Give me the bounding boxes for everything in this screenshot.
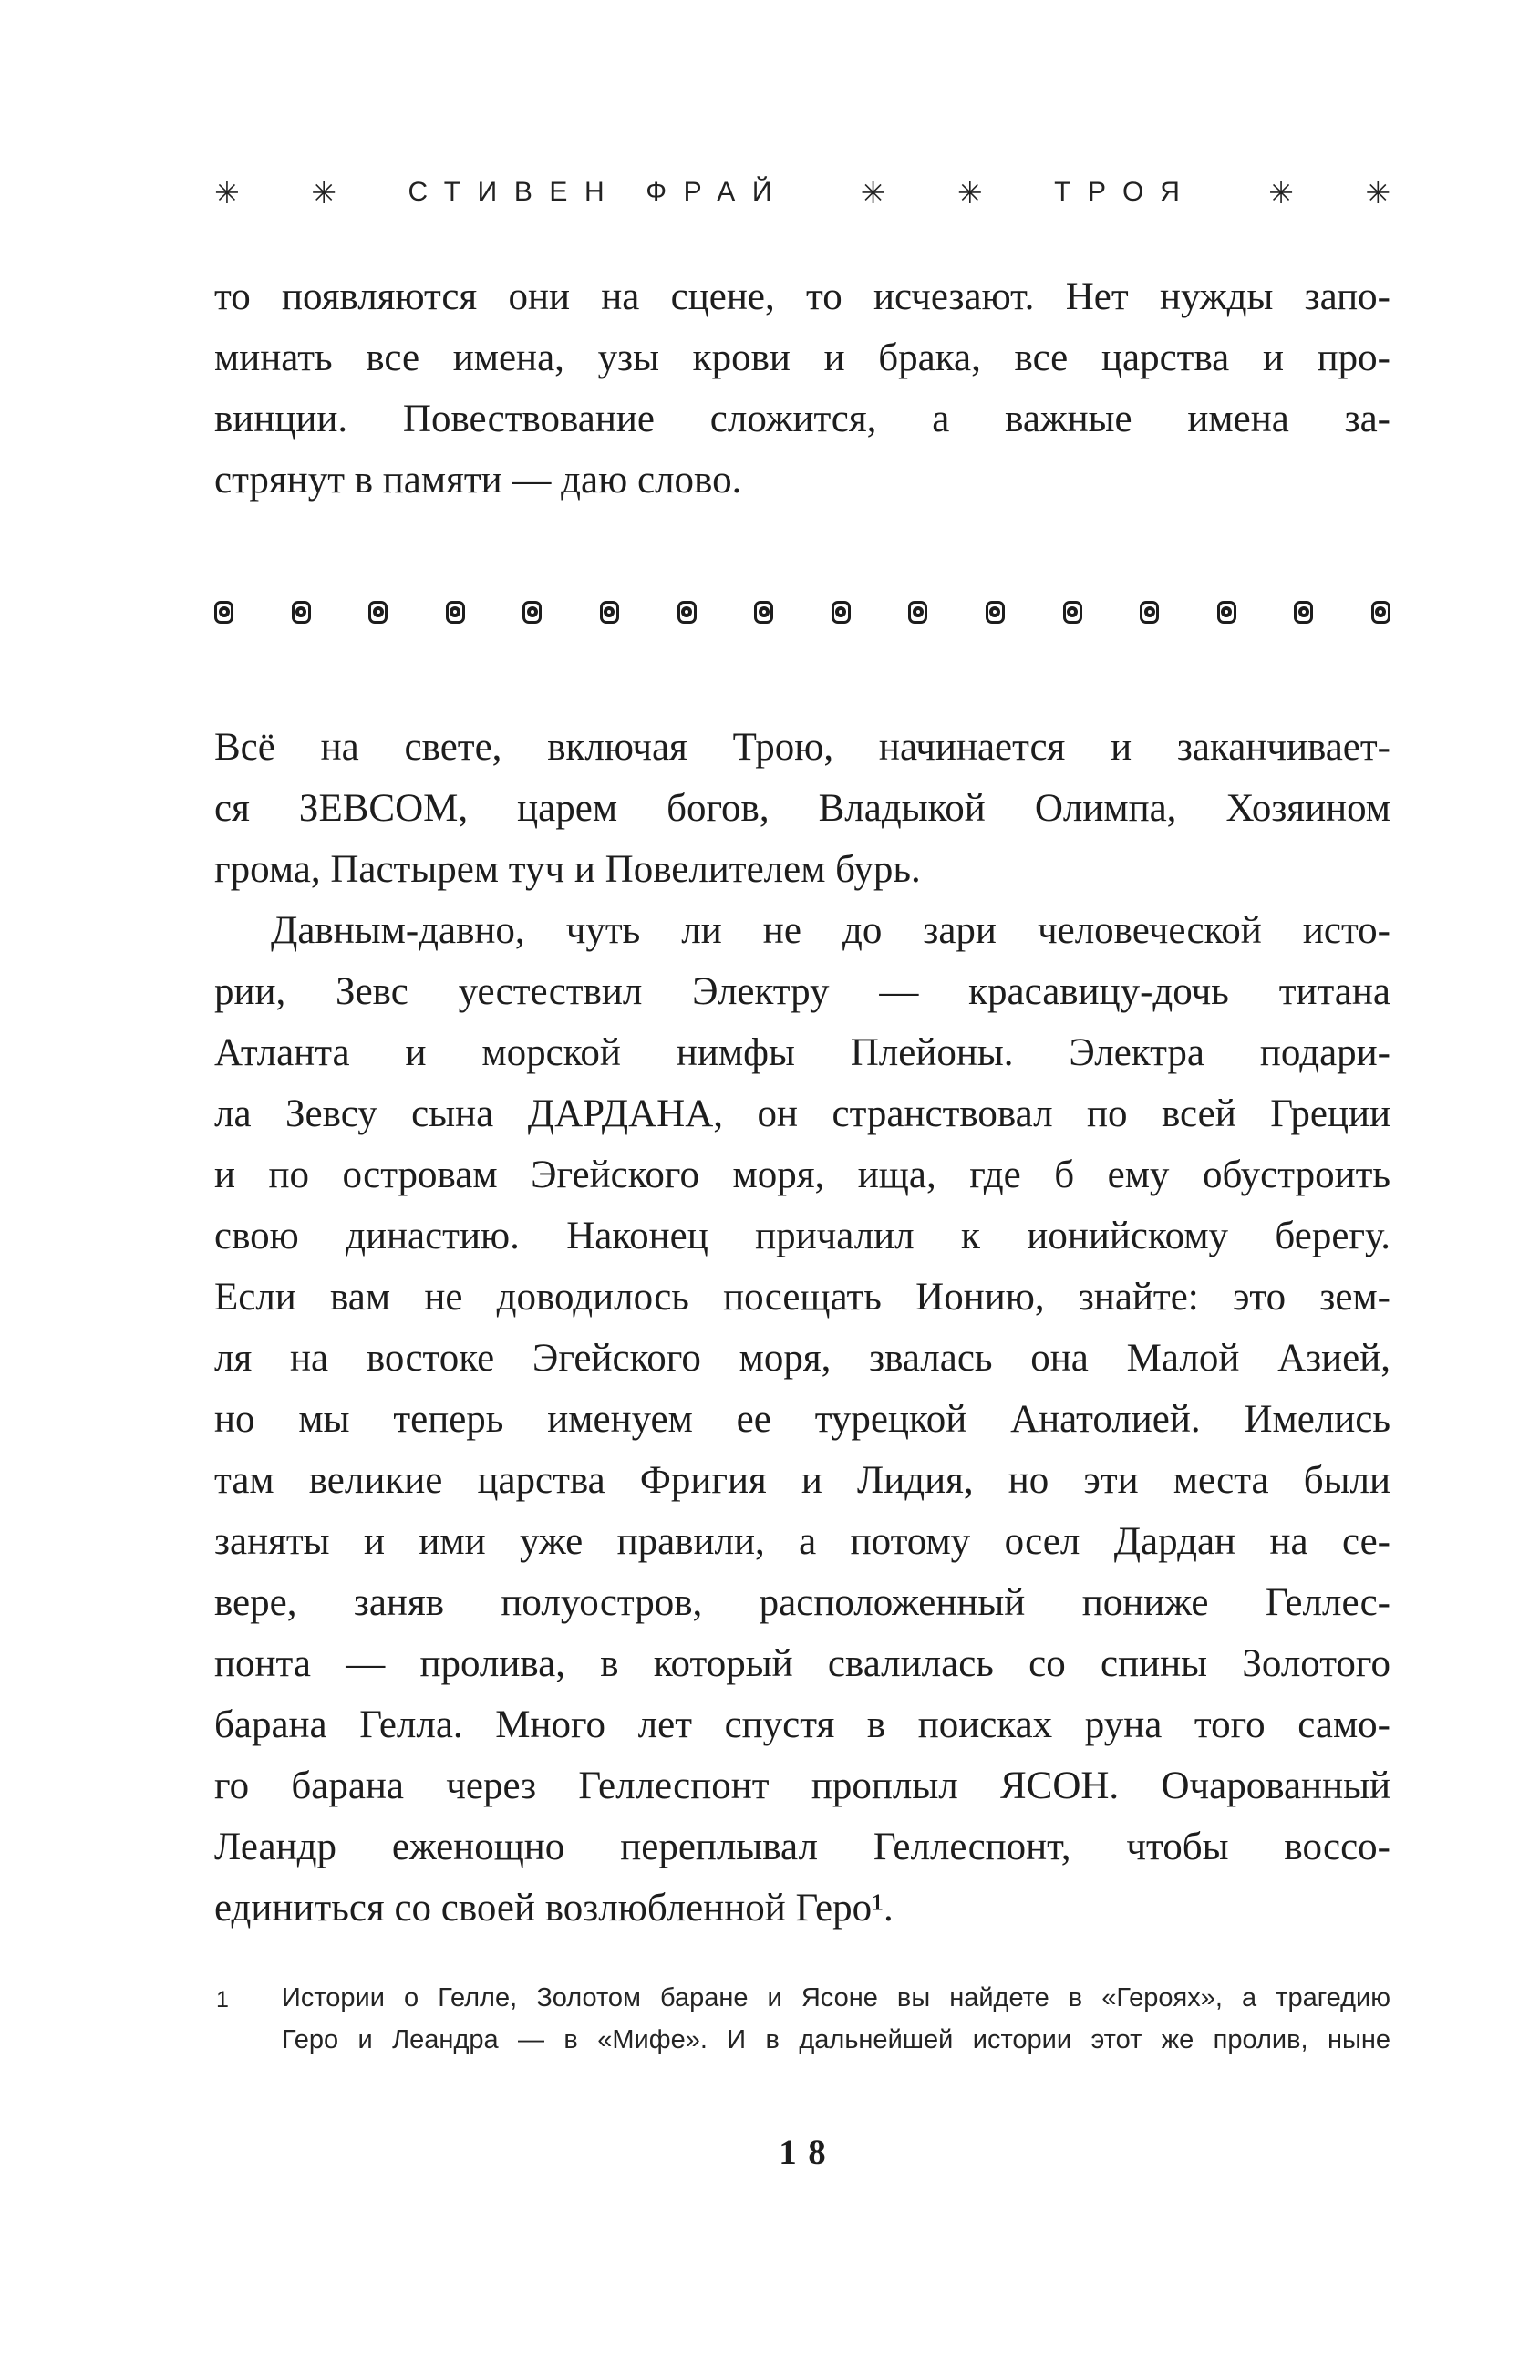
text-line: Всё на свете, включая Трою, начинается и заканчивает- <box>214 726 1390 769</box>
bullseye-ornament-icon <box>677 601 697 624</box>
ornament-ring <box>219 606 230 617</box>
text-line: ла Зевсу сына ДАРДАНА, он странствовал по всей Греции <box>214 1092 1390 1135</box>
bullseye-ornament-icon <box>754 601 773 624</box>
text-line: заняты и ими уже правили, а потому осел Дардан на се- <box>214 1520 1390 1563</box>
ornament-ring <box>373 606 384 617</box>
asterisk-ornament-icon: ✳ <box>311 174 336 211</box>
bullseye-ornament-icon <box>1294 601 1313 624</box>
text-line: Давным-давно, чуть ли не до зари человеческой исто- <box>271 909 1390 952</box>
text-line: свою династию. Наконец причалил к ионийскому берегу. <box>214 1215 1390 1257</box>
text-line: Леандр еженощно переплывал Геллеспонт, чтобы воссо- <box>214 1826 1390 1868</box>
text-line: вере, заняв полуостров, расположенный пониже Геллес- <box>214 1581 1390 1624</box>
ornament-ring <box>1067 606 1078 617</box>
bullseye-ornament-icon <box>908 601 927 624</box>
bullseye-ornament-icon <box>214 601 233 624</box>
bullseye-ornament-icon <box>600 601 619 624</box>
footnote-line: Геро и Леандра — в «Мифе». И в дальнейшей истории этот же пролив, ныне <box>282 2025 1390 2054</box>
text-line: грома, Пастырем туч и Повелителем бурь. <box>214 848 921 891</box>
ornament-ring <box>1375 606 1386 617</box>
text-line: но мы теперь именуем ее турецкой Анатолией. Имелись <box>214 1398 1390 1441</box>
bullseye-ornament-icon <box>446 601 465 624</box>
text-line: ся ЗЕВСОМ, царем богов, Владыкой Олимпа, Хозяином <box>214 787 1390 830</box>
ornament-ring <box>759 606 770 617</box>
text-line: стрянут в памяти — даю слово. <box>214 459 742 502</box>
paragraph <box>214 266 1390 511</box>
ornament-ring <box>1298 606 1309 617</box>
asterisk-ornament-icon: ✳ <box>1365 174 1390 211</box>
bullseye-ornament-icon <box>522 601 542 624</box>
ornament-ring <box>450 606 460 617</box>
asterisk-ornament-icon: ✳ <box>1268 174 1294 211</box>
header-author: СТИВЕН ФРАЙ <box>408 177 790 207</box>
text-line: минать все имена, узы крови и брака, все царства и про- <box>214 336 1390 379</box>
bullseye-ornament-icon <box>1371 601 1390 624</box>
running-header <box>214 171 1390 213</box>
page-number: 18 <box>779 2133 838 2172</box>
ornament-ring <box>1221 606 1232 617</box>
paragraph <box>214 717 1390 900</box>
bullseye-ornament-icon <box>832 601 851 624</box>
ornament-ring <box>835 606 846 617</box>
text-line: винции. Повествование сложится, а важные имена за- <box>214 398 1390 440</box>
header-book-title: ТРОЯ <box>1054 177 1197 207</box>
ornament-ring <box>913 606 924 617</box>
paragraph <box>214 900 1390 1939</box>
ornament-ring <box>604 606 615 617</box>
footnote <box>214 1977 1390 2061</box>
ornament-ring <box>681 606 692 617</box>
bullseye-ornament-icon <box>986 601 1005 624</box>
text-line: единиться со своей возлюбленной Геро¹. <box>214 1887 894 1930</box>
text-line: Атланта и морской нимфы Плейоны. Электра подари- <box>214 1031 1390 1074</box>
text-line: барана Гелла. Много лет спустя в поисках руна того само- <box>214 1703 1390 1746</box>
body-text-column <box>214 266 1390 1939</box>
asterisk-ornament-icon: ✳ <box>860 174 886 211</box>
text-line: Если вам не доводилось посещать Ионию, знайте: это зем- <box>214 1276 1390 1319</box>
text-line: там великие царства Фригия и Лидия, но эти места были <box>214 1459 1390 1502</box>
footnote-marker: 1 <box>216 1987 229 2013</box>
ornament-ring <box>295 606 306 617</box>
bullseye-ornament-icon <box>368 601 388 624</box>
text-line: го барана через Геллеспонт проплыл ЯСОН. Очарованный <box>214 1764 1390 1807</box>
text-line: понта — пролива, в который свалилась со спины Золотого <box>214 1642 1390 1685</box>
ornament-divider <box>214 598 1390 626</box>
bullseye-ornament-icon <box>292 601 311 624</box>
text-line: то появляются они на сцене, то исчезают. Нет нужды запо- <box>214 275 1390 318</box>
text-line: ля на востоке Эгейского моря, звалась она Малой Азией, <box>214 1337 1390 1380</box>
ornament-ring <box>1144 606 1155 617</box>
asterisk-ornament-icon: ✳ <box>956 174 983 211</box>
text-line: рии, Зевс уестествил Электру — красавицу-дочь титана <box>214 970 1390 1013</box>
text-line: и по островам Эгейского моря, ища, где б ему обустроить <box>214 1154 1390 1196</box>
ornament-ring <box>527 606 538 617</box>
footnote-line: Истории о Гелле, Золотом баране и Ясоне вы найдете в «Героях», а трагедию <box>282 1983 1390 2013</box>
bullseye-ornament-icon <box>1063 601 1082 624</box>
bullseye-ornament-icon <box>1217 601 1236 624</box>
ornament-ring <box>989 606 1000 617</box>
bullseye-ornament-icon <box>1140 601 1159 624</box>
asterisk-ornament-icon: ✳ <box>214 174 240 211</box>
